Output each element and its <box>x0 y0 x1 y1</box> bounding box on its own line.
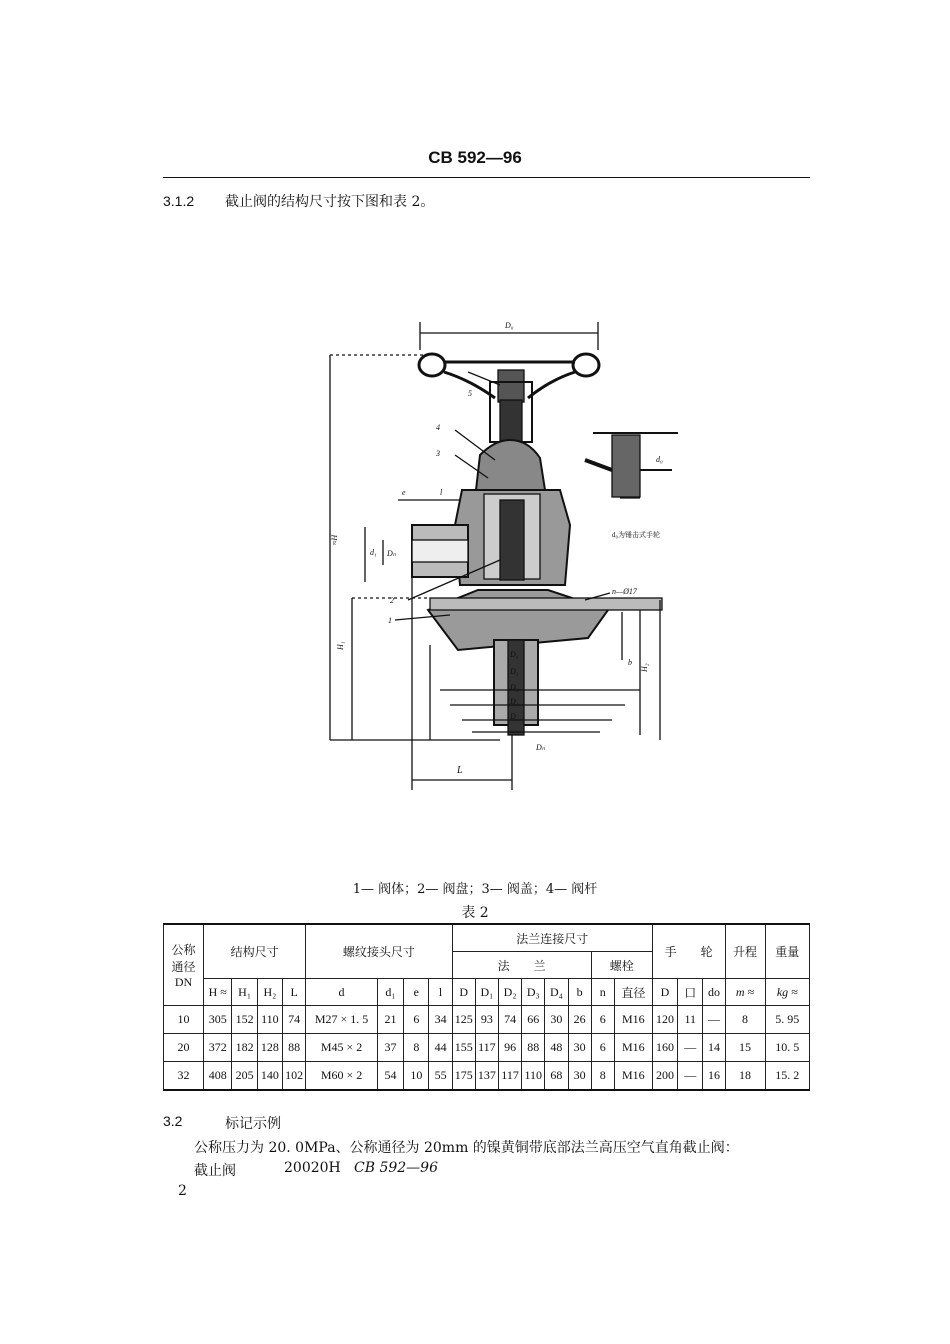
header-dn-line: DN <box>174 974 193 989</box>
marking-example-line: 公称压力为 20. 0MPa、公称通径为 20mm 的镍黄铜带底部法兰高压空气直角截止阀： <box>194 1140 739 1156</box>
table-cell: — <box>678 1034 703 1062</box>
table-cell: 8 <box>404 1034 429 1062</box>
label-holes: n—Ø17 <box>612 587 637 596</box>
label-part-4: 4 <box>436 423 440 432</box>
col-flange-d1: D₁ <box>475 979 498 1006</box>
table-cell: 160 <box>652 1034 677 1062</box>
stem-inner <box>500 500 524 580</box>
table-cell: 30 <box>545 1006 568 1034</box>
table-cell: 88 <box>283 1034 306 1062</box>
table-cell: 125 <box>452 1006 475 1034</box>
label-h: ≈H <box>330 534 339 545</box>
table-cell: 88 <box>522 1034 545 1062</box>
table-cell: 117 <box>475 1034 498 1062</box>
table-cell: 6 <box>591 1034 614 1062</box>
col-flange-b: b <box>568 979 591 1006</box>
table-row <box>164 1006 810 1034</box>
stem-nut <box>498 370 524 402</box>
table-cell: M16 <box>614 1062 652 1091</box>
header-thread: 螺纹接头尺寸 <box>306 924 452 979</box>
label-dn-bottom: Dₙ <box>536 743 545 752</box>
section-3-2-number: 3.2 <box>163 1113 183 1129</box>
marking-code: 20020H <box>284 1160 341 1176</box>
table-cell: 155 <box>452 1034 475 1062</box>
table-cell: 34 <box>429 1006 452 1034</box>
label-do: d₀ <box>656 455 663 464</box>
page-number: 2 <box>178 1183 187 1199</box>
figure-caption: 1— 阀体；2— 阀盘；3— 阀盖；4— 阀杆 <box>352 882 598 897</box>
table-cell: 205 <box>232 1062 257 1091</box>
table-cell: 110 <box>522 1062 545 1091</box>
handwheel-spoke <box>528 372 575 398</box>
marking-standard: CB 592—96 <box>354 1160 438 1176</box>
table-cell: 66 <box>522 1006 545 1034</box>
col-wheel-square: 口 <box>678 979 703 1006</box>
table-cell: 152 <box>232 1006 257 1034</box>
table-cell: 10 <box>404 1062 429 1091</box>
label-h1: H₁ <box>336 641 345 650</box>
table-cell: 120 <box>652 1006 677 1034</box>
col-h2: H₂ <box>257 979 282 1006</box>
table-row <box>164 1034 810 1062</box>
label-l: l <box>440 488 443 497</box>
table-cell: M45 × 2 <box>306 1034 378 1062</box>
table-cell: 110 <box>257 1006 282 1034</box>
table-title: 表 2 <box>461 905 489 921</box>
flange-plate <box>430 598 662 610</box>
table-cell: 102 <box>283 1062 306 1091</box>
header-dn-line: 公称 <box>171 942 196 957</box>
label-part-3: 3 <box>436 449 440 458</box>
header-dn-line: 通径 <box>171 959 196 974</box>
table-cell: 6 <box>591 1006 614 1034</box>
label-d3: D₃ <box>510 667 519 676</box>
col-l-len: L <box>283 979 306 1006</box>
label-d: D <box>510 712 516 721</box>
header-weight: 重量 <box>765 924 809 979</box>
table-cell: 18 <box>725 1062 765 1091</box>
bonnet <box>476 440 545 490</box>
label-dn: Dₙ <box>387 549 396 558</box>
col-lift-unit: m ≈ <box>725 979 765 1006</box>
table-cell: 200 <box>652 1062 677 1091</box>
inset-wheel <box>585 460 612 470</box>
label-d2: D₂ <box>510 683 519 692</box>
side-bore <box>412 540 468 562</box>
table-cell: 26 <box>568 1006 591 1034</box>
header-lift: 升程 <box>725 924 765 979</box>
table-cell: 8 <box>725 1006 765 1034</box>
col-wheel-d: D <box>652 979 677 1006</box>
label-e: e <box>402 488 406 497</box>
table-cell: 96 <box>499 1034 522 1062</box>
col-flange-d4: D₄ <box>545 979 568 1006</box>
table-cell: 48 <box>545 1034 568 1062</box>
header-wheel: 手 轮 <box>652 924 725 979</box>
section-3-2-title: 标记示例 <box>225 1116 281 1132</box>
col-e: e <box>404 979 429 1006</box>
table-cell: 16 <box>703 1062 725 1091</box>
table-row <box>164 1062 810 1091</box>
table-cell: 175 <box>452 1062 475 1091</box>
table-cell: M27 × 1. 5 <box>306 1006 378 1034</box>
spec-table-body <box>164 1006 810 1091</box>
table-cell: — <box>703 1006 725 1034</box>
col-bolt-n: n <box>591 979 614 1006</box>
col-l: l <box>429 979 452 1006</box>
col-bolt-dia: 直径 <box>614 979 652 1006</box>
col-d1: d₁ <box>377 979 403 1006</box>
label-d4: D₄ <box>510 650 519 659</box>
table-cell: 55 <box>429 1062 452 1091</box>
col-flange-d3: D₃ <box>522 979 545 1006</box>
header-flange-conn: 法兰连接尺寸 <box>452 924 652 952</box>
table-cell: 15. 2 <box>765 1062 809 1091</box>
header-struct: 结构尺寸 <box>204 924 306 979</box>
table-cell: 93 <box>475 1006 498 1034</box>
table-cell: M16 <box>614 1034 652 1062</box>
label-h2: H₂ <box>640 663 649 672</box>
table-cell: 10. 5 <box>765 1034 809 1062</box>
table-cell: 37 <box>377 1034 403 1062</box>
table-cell: 20 <box>164 1034 204 1062</box>
table-cell: 74 <box>499 1006 522 1034</box>
table-cell: — <box>678 1062 703 1091</box>
page-header-title: CB 592—96 <box>428 148 522 167</box>
inset-note: d₀为锤击式手轮 <box>612 531 660 539</box>
table-cell: 21 <box>377 1006 403 1034</box>
table-cell: 15 <box>725 1034 765 1062</box>
table-cell: 372 <box>204 1034 232 1062</box>
label-d1b: D₁ <box>510 697 519 706</box>
col-flange-d: D <box>452 979 475 1006</box>
table-cell: 305 <box>204 1006 232 1034</box>
col-h: H ≈ <box>204 979 232 1006</box>
table-cell: 5. 95 <box>765 1006 809 1034</box>
table-cell: 182 <box>232 1034 257 1062</box>
table-cell: 68 <box>545 1062 568 1091</box>
handwheel-rim-right <box>573 354 599 376</box>
label-d0: D₀ <box>505 321 514 330</box>
table-cell: 14 <box>703 1034 725 1062</box>
spec-table <box>163 923 810 1091</box>
marking-name: 截止阀 <box>194 1163 236 1179</box>
table-cell: 30 <box>568 1034 591 1062</box>
label-part-5: 5 <box>468 389 472 398</box>
handwheel-rim-left <box>419 354 445 376</box>
label-d1: d₁ <box>370 548 377 557</box>
table-cell: 54 <box>377 1062 403 1091</box>
table-cell: 6 <box>404 1006 429 1034</box>
table-cell: 11 <box>678 1006 703 1034</box>
table-cell: 30 <box>568 1062 591 1091</box>
table-cell: 117 <box>499 1062 522 1091</box>
table-cell: M60 × 2 <box>306 1062 378 1091</box>
label-part-1: 1 <box>388 616 392 625</box>
section-text: 截止阀的结构尺寸按下图和表 2。 <box>225 194 435 210</box>
table-cell: 128 <box>257 1034 282 1062</box>
section-number: 3.1.2 <box>163 193 195 209</box>
col-weight-unit: kg ≈ <box>765 979 809 1006</box>
label-b: b <box>628 658 632 667</box>
table-cell: 408 <box>204 1062 232 1091</box>
col-d: d <box>306 979 378 1006</box>
table-cell: 44 <box>429 1034 452 1062</box>
table-cell: 140 <box>257 1062 282 1091</box>
table-cell: 10 <box>164 1006 204 1034</box>
header-dn <box>164 924 204 1006</box>
label-part-2: 2 <box>390 596 394 605</box>
table-cell: M16 <box>614 1006 652 1034</box>
col-h1: H₁ <box>232 979 257 1006</box>
col-wheel-do: do <box>703 979 725 1006</box>
table-cell: 8 <box>591 1062 614 1091</box>
header-flange: 法 兰 <box>452 952 591 979</box>
inset-nut <box>612 435 640 497</box>
table-cell: 74 <box>283 1006 306 1034</box>
header-bolt: 螺栓 <box>591 952 652 979</box>
label-length: L <box>457 765 463 776</box>
table-cell: 137 <box>475 1062 498 1091</box>
col-flange-d2: D₂ <box>499 979 522 1006</box>
table-cell: 32 <box>164 1062 204 1091</box>
